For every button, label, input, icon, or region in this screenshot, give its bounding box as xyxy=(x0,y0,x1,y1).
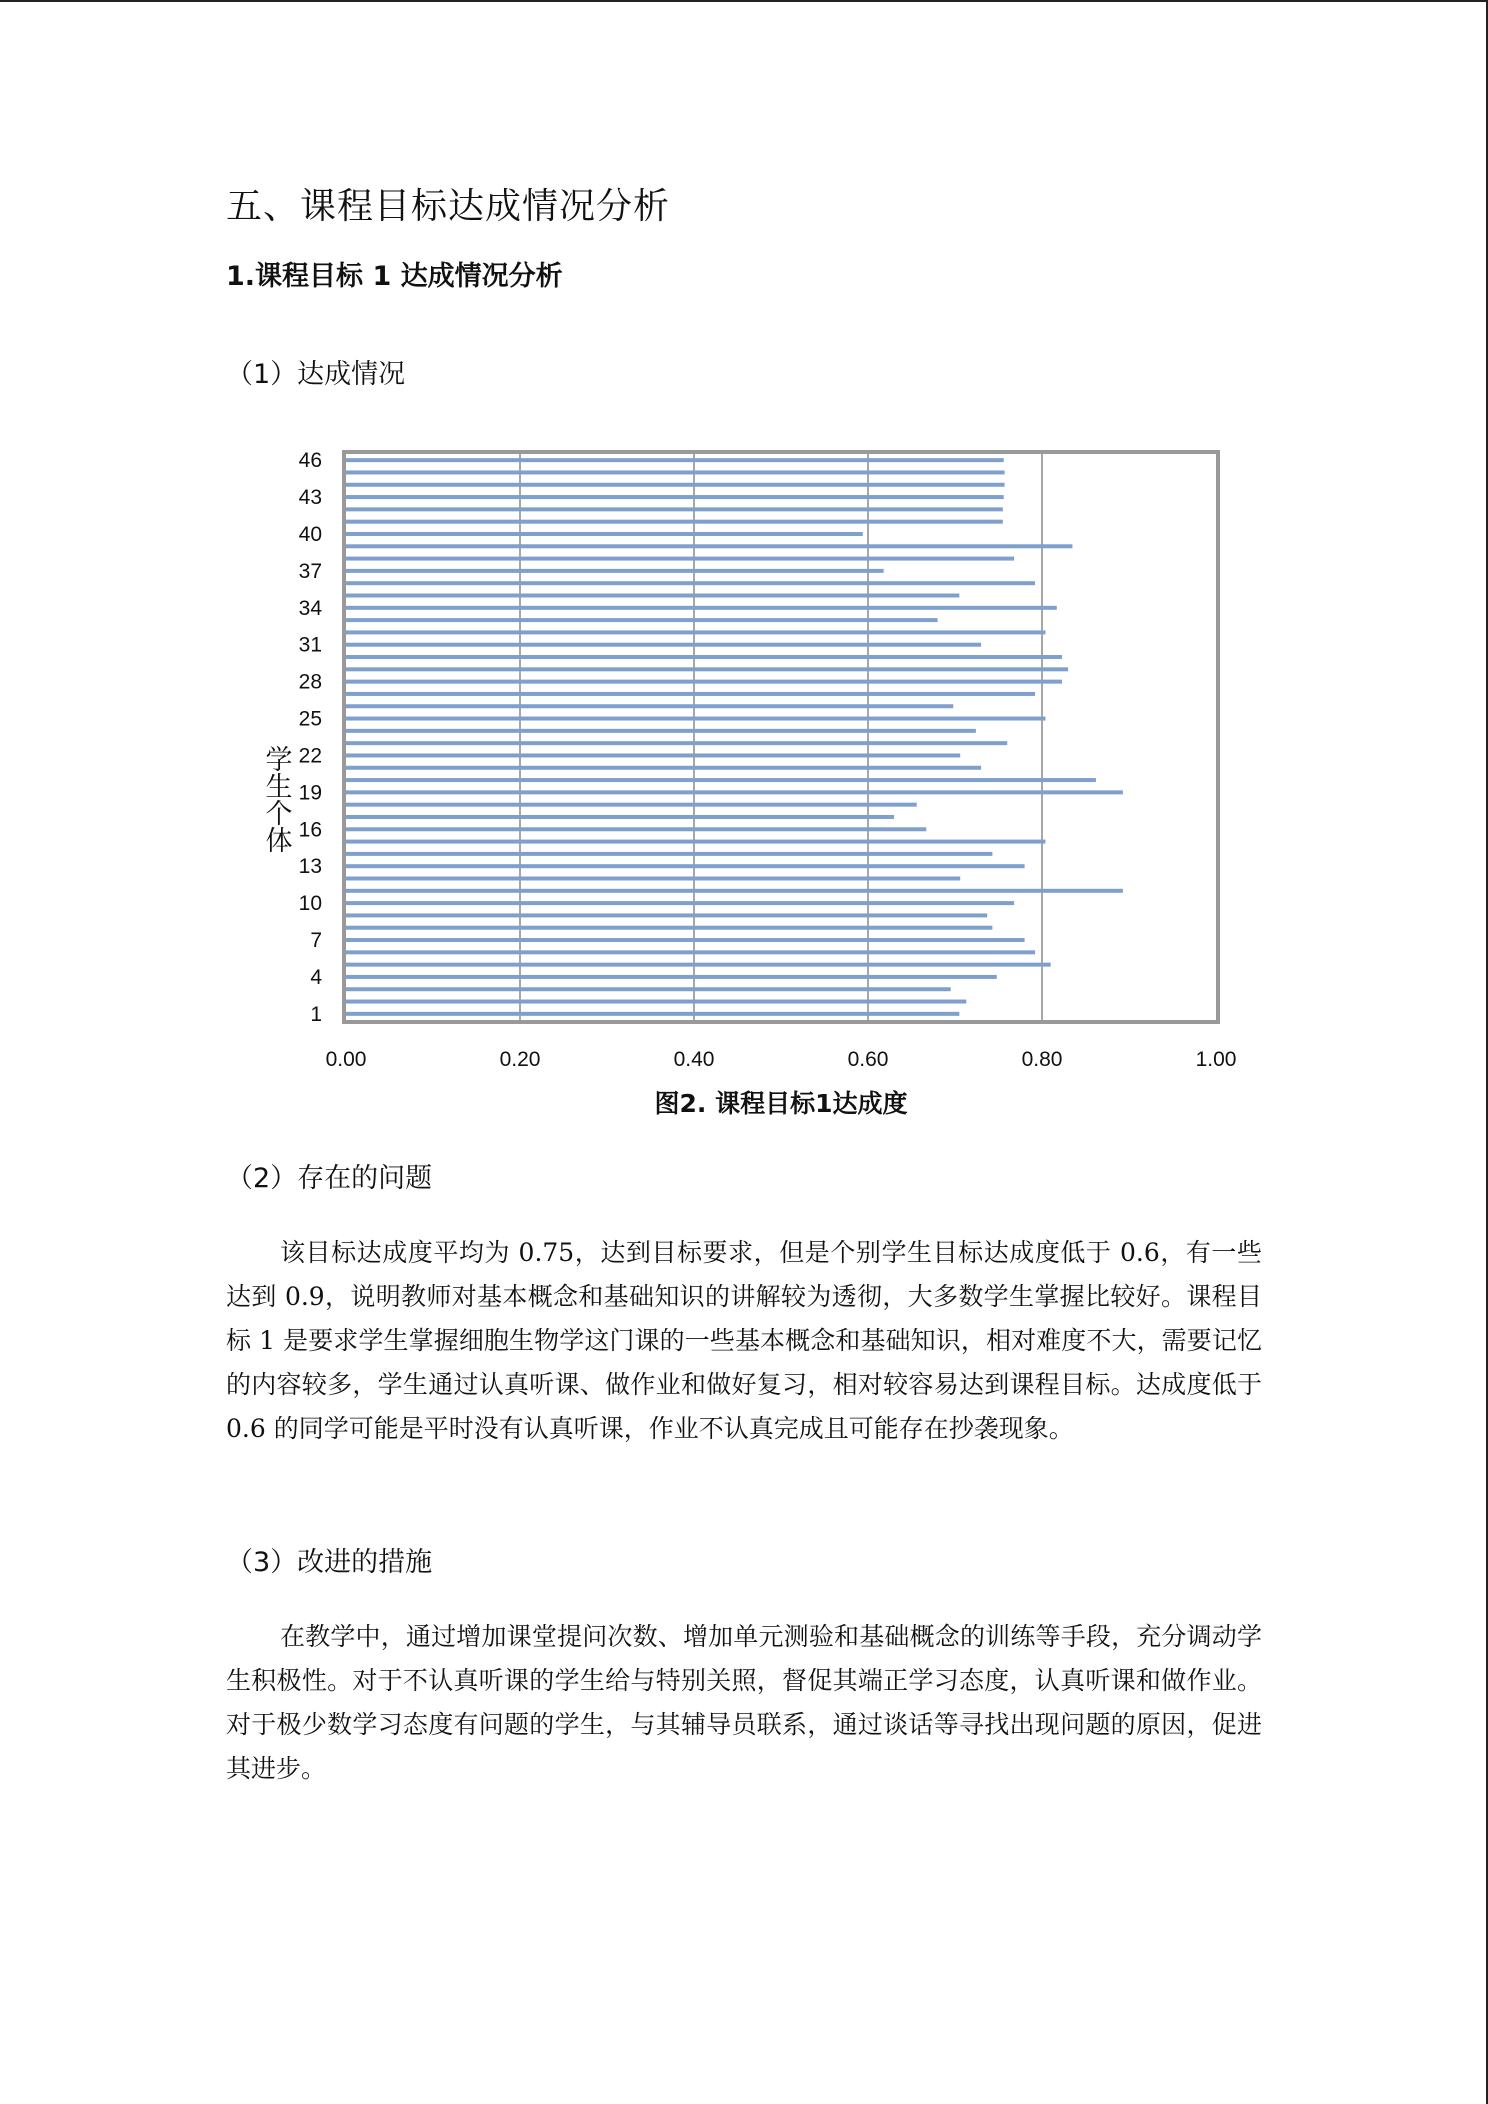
bar xyxy=(346,655,1062,659)
bar xyxy=(346,532,863,536)
bar xyxy=(346,827,926,831)
bar xyxy=(346,864,1025,868)
bar xyxy=(346,913,987,917)
bar xyxy=(346,950,1035,954)
bar xyxy=(346,1000,966,1004)
bar xyxy=(346,889,1123,893)
y-tick-labels xyxy=(299,449,323,1026)
part2-title: （2）存在的问题 xyxy=(226,1163,433,1194)
bar xyxy=(346,790,1123,794)
bar xyxy=(346,680,1062,684)
part2-paragraph: 该目标达成度平均为 0.75，达到目标要求，但是个别学生目标达成度低于 0.6，有一些达到 0.9，说明教师对基本概念和基础知识的讲解较为透彻，大多数学生掌握比较好。课程目标 1 是要求学生掌握细胞生物学这门课的一些基本概念和基础知识，相对难度不大，需要记忆的内容较多，学生通过认真听课、做作业和做好复习，相对较容易达到课程目标。达成度低于 0.6 的同学可能是平时没有认真听课，作业不认真完成且可能存在抄袭现象。 xyxy=(226,1238,1262,1443)
bar xyxy=(346,803,917,807)
y-tick-label: 22 xyxy=(298,744,322,768)
achievement-bar-chart xyxy=(236,440,1276,1125)
bar xyxy=(346,815,894,819)
bar xyxy=(346,753,960,757)
y-tick-label: 7 xyxy=(310,929,322,953)
bar xyxy=(346,618,938,622)
bar xyxy=(346,901,1014,905)
bar xyxy=(346,643,981,647)
plot-area-border xyxy=(344,452,1218,1022)
bar xyxy=(346,926,992,930)
bar xyxy=(346,717,1045,721)
bar xyxy=(346,495,1004,499)
bar xyxy=(346,778,1096,782)
bar xyxy=(346,483,1005,487)
x-tick-label: 0.20 xyxy=(499,1048,541,1071)
y-tick-label: 10 xyxy=(298,892,322,916)
bar xyxy=(346,975,997,979)
bar xyxy=(346,766,981,770)
subsection-title: 1.课程目标 1 达成情况分析 xyxy=(226,261,563,292)
y-tick-label: 43 xyxy=(298,486,322,510)
x-tick-label: 0.00 xyxy=(325,1048,367,1071)
y-tick-label: 28 xyxy=(298,670,322,694)
bar xyxy=(346,594,959,598)
bar xyxy=(346,963,1051,967)
bar xyxy=(346,630,1045,634)
bar xyxy=(346,938,1025,942)
x-tick-label: 0.80 xyxy=(1021,1048,1063,1071)
x-tick-label: 0.40 xyxy=(673,1048,715,1071)
bar xyxy=(346,1012,959,1016)
bar xyxy=(346,606,1057,610)
y-tick-label: 1 xyxy=(310,1002,322,1026)
page-border-top xyxy=(0,0,1488,2)
bar xyxy=(346,557,1014,561)
section-title: 五、课程目标达成情况分析 xyxy=(226,186,671,227)
y-tick-label: 25 xyxy=(298,707,322,731)
y-tick-label: 31 xyxy=(298,633,322,657)
bar xyxy=(346,581,1035,585)
bar xyxy=(346,692,1035,696)
bar xyxy=(346,704,953,708)
y-axis-title: 学生个体 xyxy=(260,745,292,853)
y-tick-label: 37 xyxy=(298,559,322,583)
bar xyxy=(346,458,1004,462)
y-tick-label: 34 xyxy=(298,596,322,620)
y-tick-label: 19 xyxy=(298,781,322,805)
bar xyxy=(346,840,1045,844)
x-tick-label: 0.60 xyxy=(847,1048,889,1071)
bar xyxy=(346,569,884,573)
bar xyxy=(346,741,1007,745)
y-tick-label: 40 xyxy=(298,522,322,546)
y-tick-label: 13 xyxy=(298,855,322,879)
bar xyxy=(346,729,976,733)
bar xyxy=(346,877,960,881)
bar xyxy=(346,852,992,856)
x-axis-title: 图2. 课程目标1达成度 xyxy=(654,1089,908,1118)
part1-title: （1）达成情况 xyxy=(226,359,406,390)
x-tick-label: 1.00 xyxy=(1195,1048,1237,1071)
bar xyxy=(346,470,1005,474)
y-tick-label: 46 xyxy=(298,449,322,473)
part3-title: （3）改进的措施 xyxy=(226,1547,433,1578)
bar xyxy=(346,507,1003,511)
y-tick-label: 4 xyxy=(310,965,322,989)
y-tick-label: 16 xyxy=(298,818,322,842)
bar xyxy=(346,667,1068,671)
bar xyxy=(346,544,1072,548)
bar xyxy=(346,987,951,991)
x-tick-labels xyxy=(326,1048,1237,1071)
part3-paragraph: 在教学中，通过增加课堂提问次数、增加单元测验和基础概念的训练等手段，充分调动学生积极性。对于不认真听课的学生给与特别关照，督促其端正学习态度，认真听课和做作业。对于极少数学习态度有问题的学生，与其辅导员联系，通过谈话等寻找出现问题的原因，促进其进步。 xyxy=(226,1622,1262,1783)
bar xyxy=(346,520,1003,524)
